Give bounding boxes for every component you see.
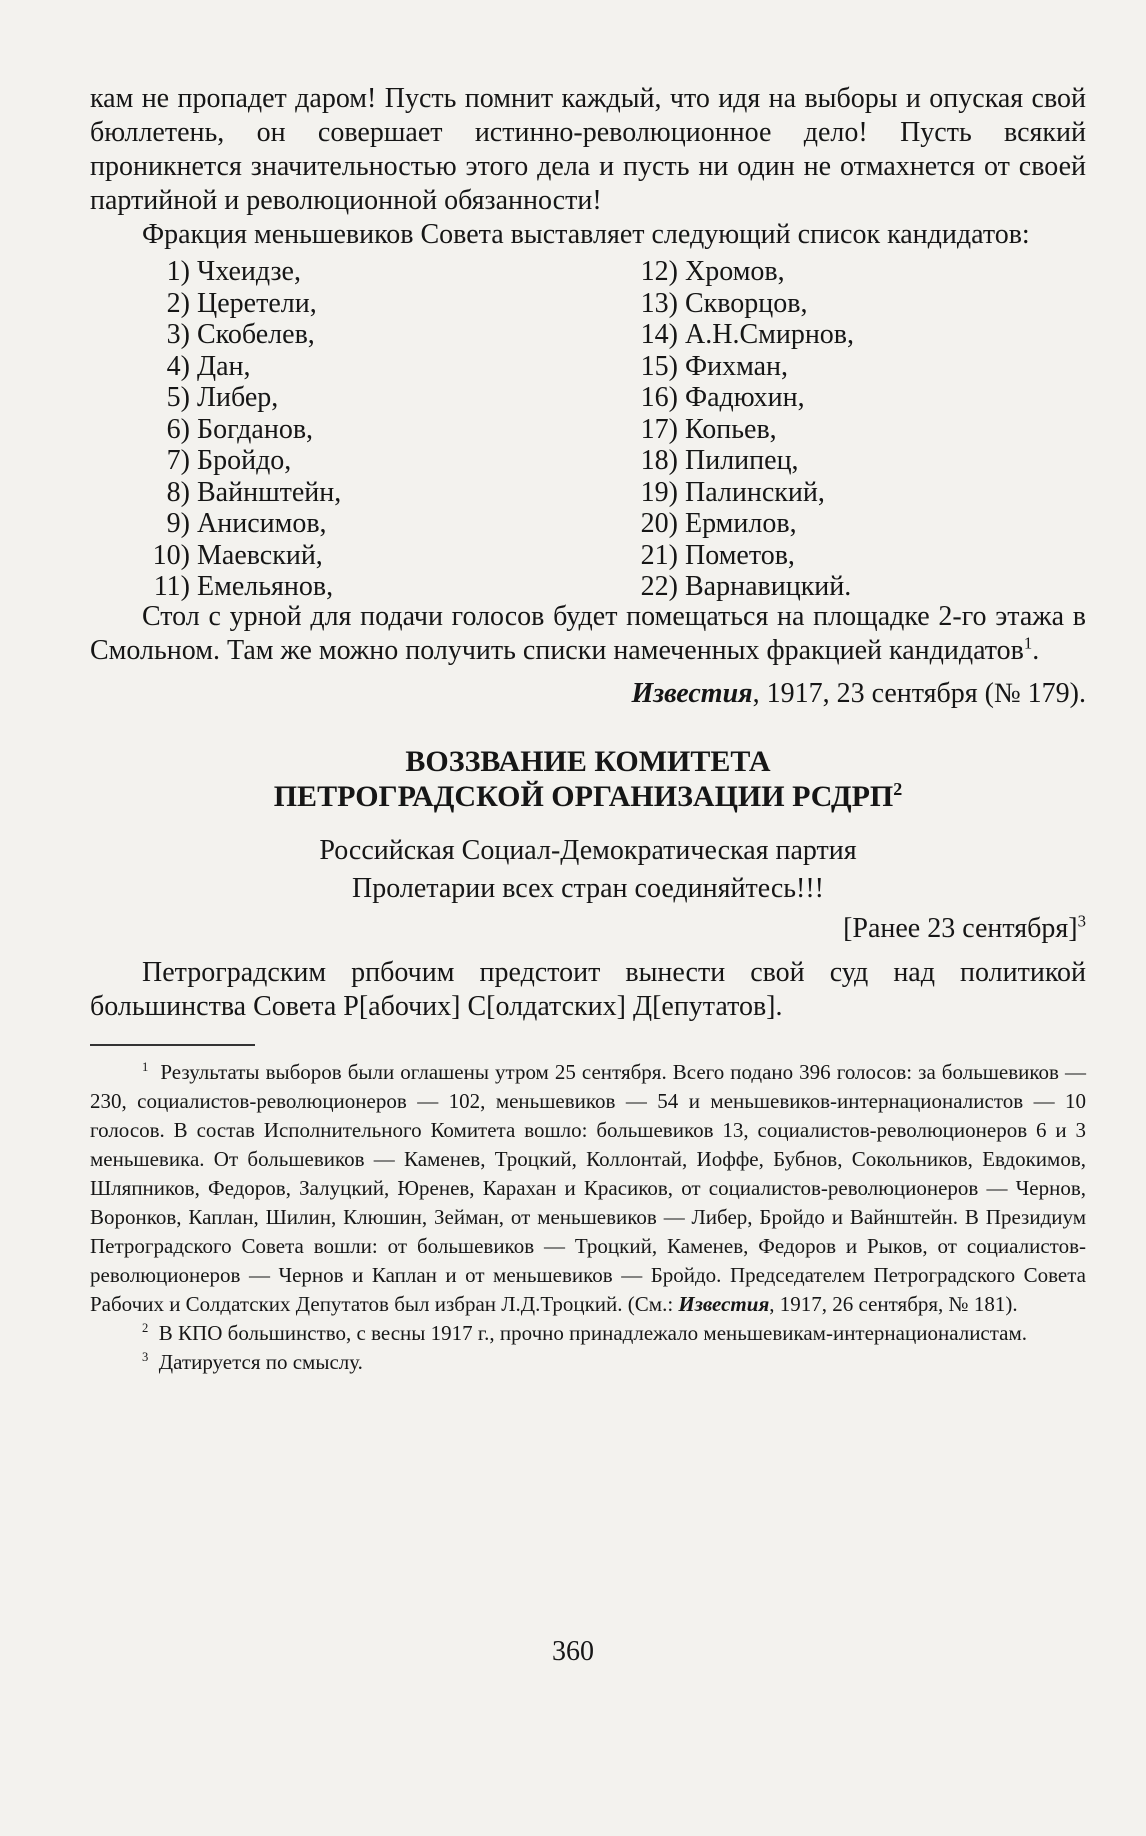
- candidate-item: 3) Скобелев,: [166, 319, 315, 350]
- candidate-item: 10) Маевский,: [152, 539, 323, 571]
- candidate-item: 2) Церетели,: [166, 287, 317, 319]
- footnote-ref-1: 1: [1023, 633, 1033, 653]
- paragraph-appeal-start: Петроградским рпбочим предстоит вынести свой суд над политикой большинства Совета Р[абочих] С[олдатских] Д[епутатов].: [90, 957, 1086, 1022]
- source-publication: Известия: [631, 678, 753, 709]
- candidate-item: 4) Дан,: [166, 350, 251, 382]
- document-heading: ВОЗЗВАНИЕ КОМИТЕТА ПЕТРОГРАДСКОЙ ОРГАНИЗАЦИИ РСДРП$^2$: [273, 745, 903, 813]
- page-number: 360: [552, 1636, 594, 1667]
- candidate-column-left: [142, 256, 582, 603]
- paragraph-candidate-intro: Фракция меньшевиков Совета выставляет следующий список кандидатов:: [142, 219, 1030, 250]
- candidate-item: 22) Варнавицкий.: [640, 571, 852, 602]
- paragraph-ballot-box: Стол с урной для подачи голосов будет помещаться на площадке 2-го этажа в Смольном. Там же можно получить списки намеченных фракцией кандидатов$^1$.: [90, 601, 1086, 666]
- candidate-item: 7) Бройдо,: [166, 445, 292, 476]
- candidate-item: 11) Емельянов,: [153, 571, 334, 602]
- candidate-item: 16) Фадюхин,: [640, 382, 805, 413]
- candidate-item: 8) Вайнштейн,: [166, 476, 342, 508]
- candidate-column-right: [630, 256, 1070, 603]
- candidate-item: 18) Пилипец,: [640, 445, 799, 476]
- paragraph-appeal-end: кам не пропадет даром! Пусть помнит каждый, что идя на выборы и опуская свой бюллетень, он совершает истинно-революционное дело! Пусть всякий проникнется значительностью этого дела и пусть ни один не отмахнется от своей партийной и революционной обязанности!: [90, 83, 1086, 216]
- candidate-item: 14) А.Н.Смирнов,: [640, 319, 855, 350]
- candidate-item: 13) Скворцов,: [640, 287, 808, 319]
- candidate-item: 1) Чхеидзе,: [166, 256, 301, 287]
- footnote-ref-3: 3: [1077, 911, 1086, 931]
- candidate-item: 19) Палинский,: [640, 476, 825, 508]
- candidate-item: 21) Пометов,: [640, 539, 795, 571]
- party-name: Российская Социал-Демократическая партия: [319, 835, 857, 866]
- candidate-item: 12) Хромов,: [640, 256, 785, 287]
- slogan: Пролетарии всех стран соединяйтесь!!!: [352, 873, 824, 904]
- footnote-1: $^1$ Результаты выборов были оглашены утром 25 сентября. Всего подано 396 голосов: за большевиков — 230, социалистов-революционеров — 102, меньшевиков — 54 и меньшевиков-интернационалистов — 10 голосов. В состав Исполнительного Комитета вошло: большевиков 13, социалистов-революционеров 6 и 3 меньшевика. От большевиков — Каменев, Троцкий, Коллонтай, Иоффе, Бубнов, Сокольников, Евдокимов, Шляпников, Федоров, Залуцкий, Юренев, Карахан и Красиков, от социалистов-революционеров — Чернов, Воронков, Каплан, Шилин, Клюшин, Зейман, от меньшевиков — Либер, Бройдо и Вайнштейн. В Президиум Петроградского Совета вошли: от большевиков — Троцкий, Каменев, Федоров и Рыков, от социалистов-революционеров — Чернов и Каплан и от меньшевиков — Бройдо. Председателем Петроградского Совета Рабочих и Солдатских Депутатов был избран Л.Д.Троцкий. (См.: Известия, 1917, 26 сентября, № 181).: [90, 1060, 1086, 1316]
- candidate-item: 15) Фихман,: [640, 350, 789, 382]
- candidate-item: 20) Ермилов,: [640, 508, 797, 539]
- source-citation: Известия, 1917, 23 сентября (№ 179).: [631, 678, 1086, 709]
- footnote-ref-2: 2: [893, 779, 903, 799]
- dateline: [Ранее 23 сентября]$^3$: [843, 911, 1086, 944]
- footnote-3: $^3$ Датируется по смыслу.: [142, 1350, 363, 1374]
- candidate-item: 17) Копьев,: [640, 413, 777, 445]
- footnote-divider: [90, 1044, 255, 1046]
- candidate-list: [90, 256, 1086, 600]
- candidate-item: 5) Либер,: [166, 382, 279, 413]
- footnote-2: $^2$ В КПО большинство, с весны 1917 г., прочно принадлежало меньшевикам-интернационалистам.: [142, 1321, 1028, 1345]
- candidate-item: 9) Анисимов,: [166, 508, 327, 539]
- candidate-item: 6) Богданов,: [166, 413, 314, 445]
